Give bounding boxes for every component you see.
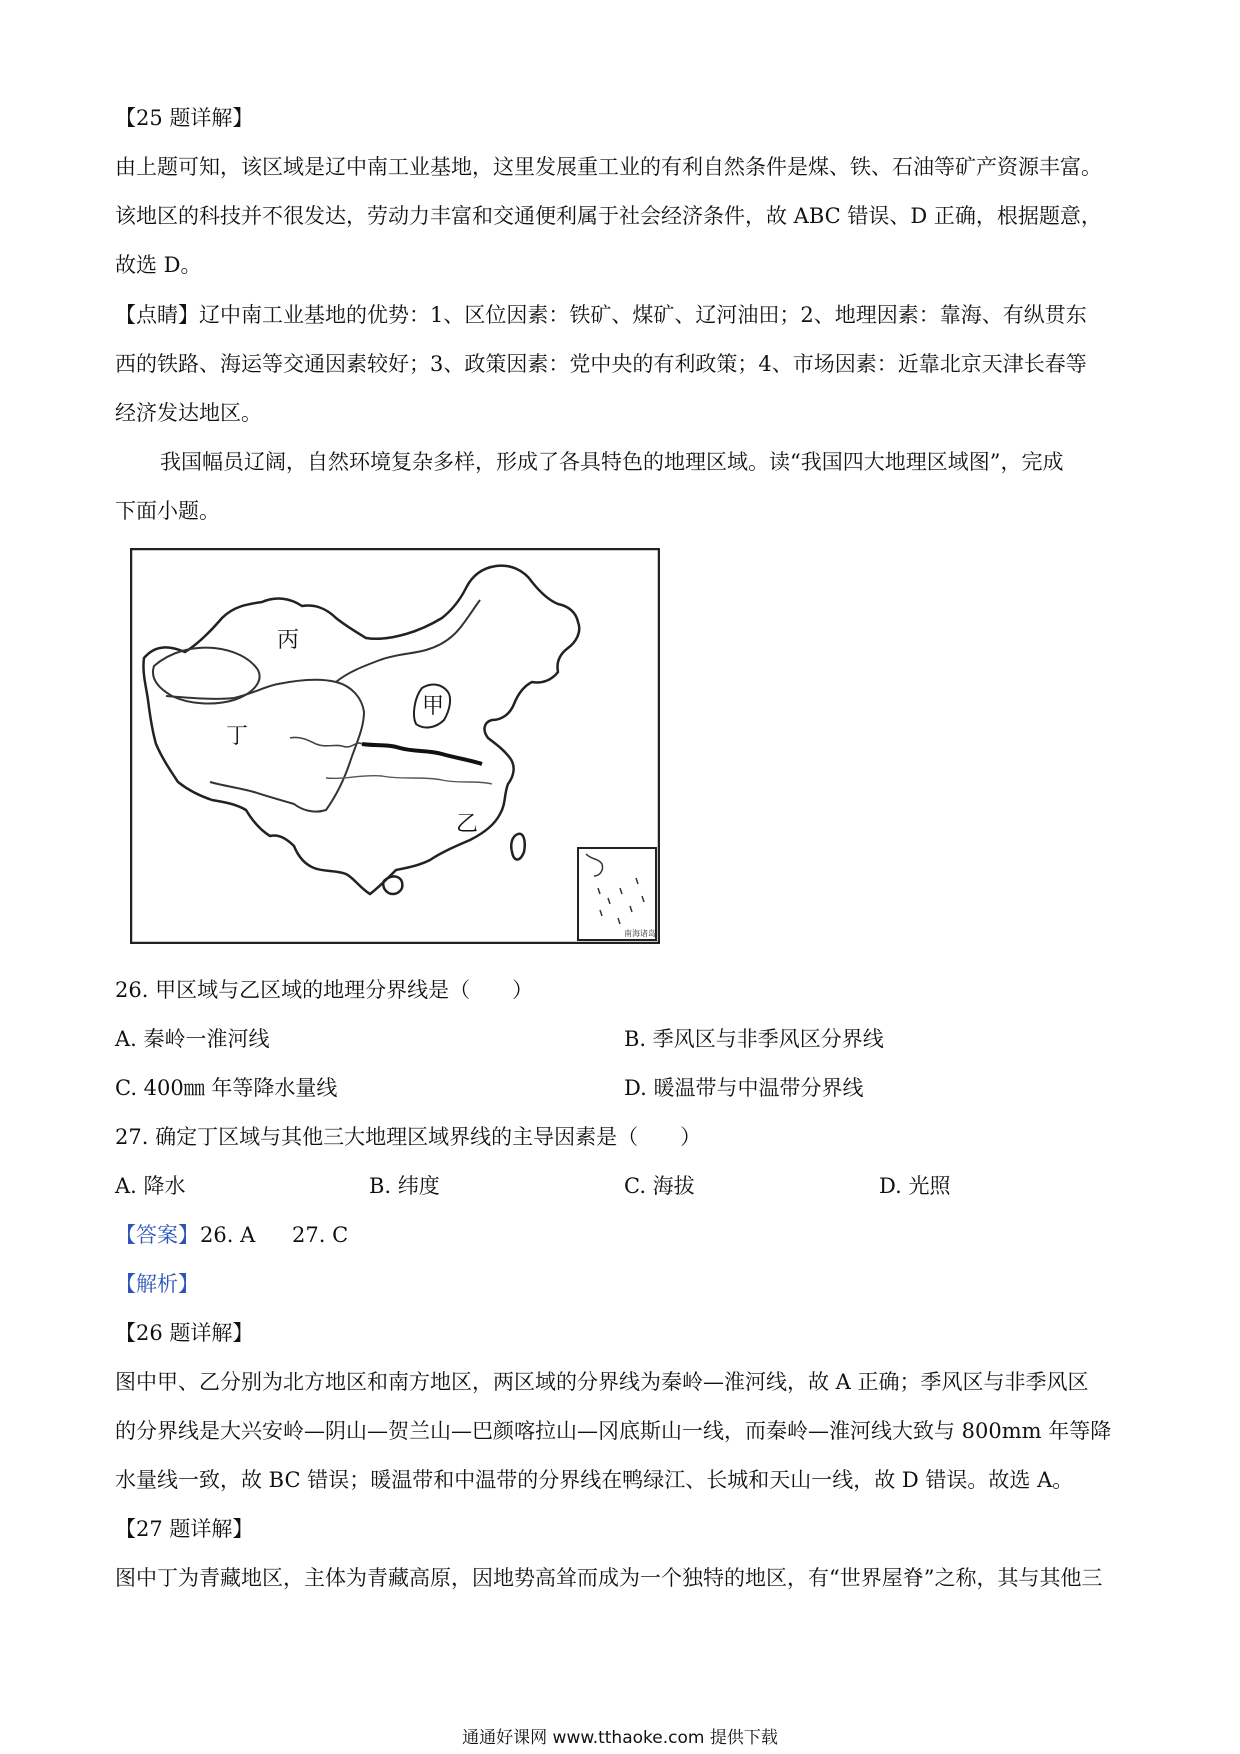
dianjing-line-3: 经济发达地区。 bbox=[115, 401, 262, 425]
q25-line-1: 由上题可知，该区域是辽中南工业基地，这里发展重工业的有利自然条件是煤、铁、石油等矿产资源丰富。 bbox=[115, 155, 1102, 179]
label-yi: 乙 bbox=[456, 812, 479, 837]
q26-detail-line-2: 的分界线是大兴安岭—阴山—贺兰山—巴颜喀拉山—冈底斯山一线，而秦岭—淮河线大致与 800mm 年等降 bbox=[115, 1419, 1112, 1443]
answer-item-26: 26. A bbox=[200, 1223, 256, 1247]
q27-detail-heading: 【27 题详解】 bbox=[115, 1517, 254, 1541]
q26-stem: 26. 甲区域与乙区域的地理分界线是（ ） bbox=[115, 978, 534, 1002]
q26-option-c: C. 400㎜ 年等降水量线 bbox=[115, 1076, 338, 1100]
q25-line-3: 故选 D。 bbox=[115, 253, 202, 277]
q26-detail-heading: 【26 题详解】 bbox=[115, 1321, 254, 1345]
dianjing-line-1: 【点睛】辽中南工业基地的优势：1、区位因素：铁矿、煤矿、辽河油田；2、地理因素：靠海、有纵贯东 bbox=[115, 303, 1087, 327]
intro-line-1: 我国幅员辽阔，自然环境复杂多样，形成了各具特色的地理区域。读“我国四大地理区域图”，完成 bbox=[160, 450, 1064, 474]
q26-option-d: D. 暖温带与中温带分界线 bbox=[624, 1076, 864, 1100]
dianjing-line-2: 西的铁路、海运等交通因素较好；3、政策因素：党中央的有利政策；4、市场因素：近靠北京天津长春等 bbox=[115, 352, 1087, 376]
q25-heading: 【25 题详解】 bbox=[115, 106, 254, 130]
q27-option-c: C. 海拔 bbox=[624, 1174, 695, 1198]
answer-item-27: 27. C bbox=[292, 1223, 349, 1247]
answer-label: 【答案】 bbox=[115, 1223, 199, 1247]
label-ding: 丁 bbox=[226, 724, 249, 749]
q26-detail-line-3: 水量线一致，故 BC 错误；暖温带和中温带的分界线在鸭绿江、长城和天山一线，故 D 错误。故选 A。 bbox=[115, 1468, 1074, 1492]
q25-line-2: 该地区的科技并不很发达，劳动力丰富和交通便利属于社会经济条件，故 ABC 错误、D 正确，根据题意， bbox=[115, 204, 1102, 228]
label-bing: 丙 bbox=[277, 628, 300, 653]
south-sea-inset bbox=[578, 848, 656, 940]
q27-option-b: B. 纬度 bbox=[369, 1174, 440, 1198]
inset-note: 南海诸岛 bbox=[624, 929, 656, 938]
q26-option-a: A. 秦岭一淮河线 bbox=[115, 1027, 270, 1051]
q26-option-b: B. 季风区与非季风区分界线 bbox=[624, 1027, 884, 1051]
map-svg bbox=[130, 548, 660, 944]
q27-option-d: D. 光照 bbox=[879, 1174, 951, 1198]
china-regions-map bbox=[130, 548, 660, 944]
intro-line-2: 下面小题。 bbox=[115, 499, 220, 523]
analysis-label: 【解析】 bbox=[115, 1272, 199, 1296]
q27-detail-line-1: 图中丁为青藏地区，主体为青藏高原，因地势高耸而成为一个独特的地区，有“世界屋脊”之称，其与其他三 bbox=[115, 1566, 1103, 1590]
page-footer: 通通好课网 www.tthaoke.com 提供下载 bbox=[462, 1728, 778, 1748]
q27-option-a: A. 降水 bbox=[115, 1174, 186, 1198]
q27-stem: 27. 确定丁区域与其他三大地理区域界线的主导因素是（ ） bbox=[115, 1125, 702, 1149]
q26-detail-line-1: 图中甲、乙分别为北方地区和南方地区，两区域的分界线为秦岭—淮河线，故 A 正确；季风区与非季风区 bbox=[115, 1370, 1089, 1394]
label-jia: 甲 bbox=[422, 694, 445, 719]
